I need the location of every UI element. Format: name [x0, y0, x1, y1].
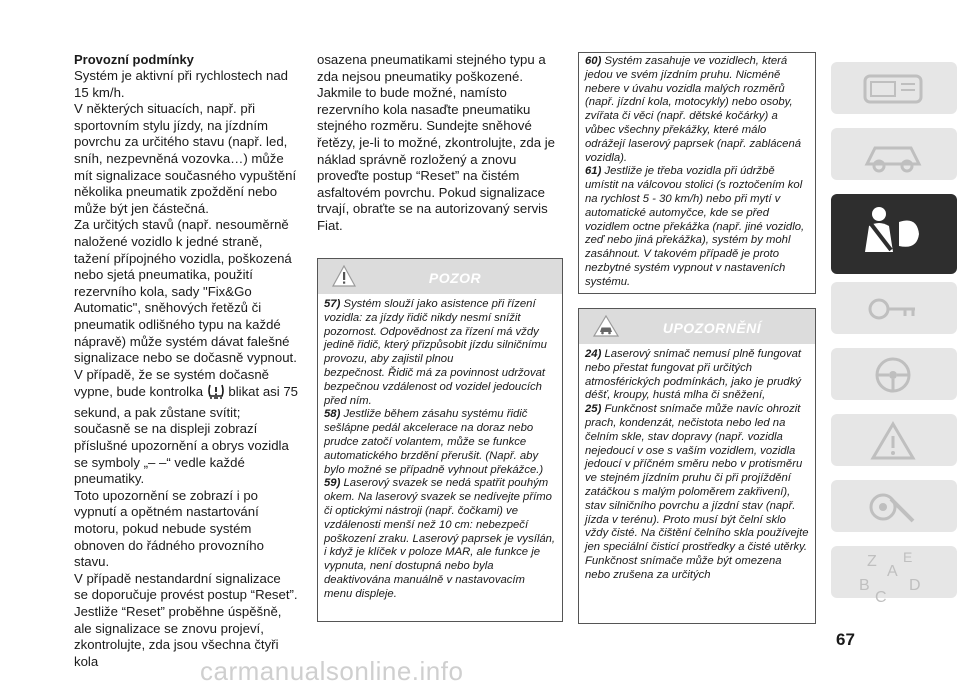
chapter-tab-starting[interactable]: [831, 282, 957, 334]
note-59: [324, 477, 556, 601]
chapter-tab-sidebar: [825, 56, 960, 616]
note-text: Laserový snímač nemusí plně fungovat nebo přestat fungovat při určitých atmosférických podmínkách, jako je prudký déšť, kroupy, hustá mlha či sněžení,: [585, 348, 802, 402]
note-number: 24): [585, 348, 602, 360]
note-number: 60): [585, 55, 602, 67]
page-number: 67: [836, 630, 855, 649]
chapter-tab-emergency[interactable]: [831, 414, 957, 466]
caution-header: [579, 309, 815, 344]
index-letter: C: [875, 589, 887, 606]
tire-pressure-warning-icon: [207, 383, 225, 405]
column-2-text: [317, 52, 563, 235]
index-letter: Z: [867, 553, 877, 570]
index-letter: D: [909, 577, 921, 594]
note-text: Systém slouží jako asistence při řízení vozidla: za jízdy řidič nikdy nesmí snížit pozornost. Odpovědnost za řízení má vždy jedině řidič, který přizpůsobit jízdu silničnímu provozu, aby zajistil plnou: [324, 298, 547, 366]
paragraph-part: blikat asi 75 sekund, a pak zůstane svítit; současně se na displeji zobrazí příslušné upozornění a obrys vozidla se symboly „– –“ vedle každé pneumatiky.: [74, 384, 299, 487]
paragraph: Toto upozornění se zobrazí i po vypnutí a opětném nastartování motoru, pokud nebude systém obnoven do řádného provozního stavu.: [74, 487, 264, 570]
chapter-tab-index[interactable]: [831, 546, 957, 606]
caution-title: UPOZORNĚNÍ: [662, 320, 762, 336]
warning-triangle-icon: [853, 420, 933, 462]
column-1-text: [74, 68, 298, 670]
note-text: Laserový svazek se nedá spatřit pouhým okem. Na laserový svazek se nedívejte přímo či optickými nástroji (např. čočkami) ve vzdálenosti menší než 10 cm: nebezpečí poškození zraku. Laserový paprsek je vysílán, i když je klíček v poloze MAR, ale funkce je vypnuta, není dostupná nebo byla deaktivována manuálně v nastavovacím menu displeje.: [324, 477, 556, 600]
note-57: [324, 298, 556, 367]
warning-body: [579, 53, 815, 294]
note-number: 58): [324, 408, 341, 421]
steering-wheel-icon: [853, 354, 933, 396]
note-24: [585, 348, 809, 403]
note-61: [585, 165, 809, 289]
note-60: [585, 55, 809, 165]
warning-body: [318, 294, 562, 606]
chapter-tab-driving[interactable]: [831, 348, 957, 400]
wrench-car-icon: [853, 486, 933, 528]
key-icon: [853, 288, 933, 330]
alphabet-index-icon: [853, 546, 933, 606]
note-57-cont: bezpečnost. Řidič má za povinnost udržovat bezpečnou vzdálenost od vozidel jedoucích před ním.: [324, 366, 546, 407]
paragraph: Za určitých stavů (např. nesouměrně naložené vozidlo k jedné straně, tažení přípojného vozidla, poškozená nebo sjetá pneumatika, použití rezervního kola, sady "Fix&Go Automatic", sněhových řetězů či pneumatik odlišného typu na každé nápravě) může systém dávat falešné signalizace nebo se dočasně vypnout.: [74, 217, 297, 366]
chapter-tab-safety[interactable]: [831, 194, 957, 274]
paragraph: [74, 367, 298, 488]
warning-continued-box: [578, 52, 816, 294]
paragraph-part: V případě, že se systém dočasně vypne, bude kontrolka: [74, 366, 269, 400]
warning-title: POZOR: [428, 270, 482, 286]
car-front-icon: [853, 68, 933, 110]
note-text: Funkčnost snímače může navíc ohrozit prach, kondenzát, nečistota nebo led na čelním skle, stav dopravy (např. vozidla nejedoucí v ose s vaším vozidlem, vozidla jedoucí v příčném směru nebo v protisměru ve stejném jízdním pruhu či při projíždění zatáčkou s malým poloměrem zakřivení), stav silničního povrchu a jízdní stav (např. jízda v terénu). Proto musí být čelní sklo vždy čisté. Na čištění čelního skla používejte jen speciální čisticí prostředky a čisté utěrky. Funkčnost snímače může být omezena nebo zrušena za určitých: [585, 403, 809, 581]
note-text: Systém zasahuje ve vozidlech, která jedou ve svém jízdním pruhu. Nicméně nebere v úvahu vozidla malých rozměrů (např. jízdní kola, motocykly) nebo osoby, zvířata či věci (např. dětské kočárky) a vůbec všechny překážky, které málo odrážejí laserový paprsek (např. zablácená vozidla).: [585, 55, 802, 164]
note-text: Jestliže během zásahu systému řidič sešlápne pedál akcelerace na doraz nebo prudce zatočí volantem, může se funkce automatického brzdění přerušit. (Např. aby bylo možné se případně vyhnout překážce.): [324, 408, 544, 476]
paragraph: Systém je aktivní při rychlostech nad 15 km/h.: [74, 68, 289, 100]
note-text: Jestliže je třeba vozidla při údržbě umístit na válcovou stolici (s roztočením kol na rychlost 5 - 30 km/h) nebo při mytí v automatické automyčce, kde se před vozidlem octne překážka (např. jiné vozidlo, zeď nebo jiná překážka), systém by mohl zasáhnout. V takovém případě je proto nezbytné systém vypnout v nastaveních systému.: [585, 165, 805, 288]
index-letter: E: [903, 549, 913, 565]
warning-header: [318, 259, 562, 294]
paragraph: V některých situacích, např. při sportovním stylu jízdy, na jízdním povrchu za určitého stavu (např. led, sníh, nezpevněná vozovka…) může mít signalizace současného vypuštění několika pneumatik zpoždění nebo může být jen částečná.: [74, 101, 297, 216]
note-58: [324, 408, 556, 477]
note-number: 59): [324, 477, 341, 490]
chapter-tab-maintenance[interactable]: [831, 480, 957, 532]
paragraph: V případě nestandardní signalizace se doporučuje provést postup “Reset”. Jestliže “Reset” proběhne úspěšně, ale signalizace se znovu projeví, zkontrolujte, zda jsou všechna čtyři kola: [74, 570, 298, 669]
caution-body: [579, 344, 815, 587]
index-letter: A: [887, 563, 898, 580]
note-number: 25): [585, 403, 602, 416]
paragraph: osazena pneumatikami stejného typu a zda nejsou pneumatiky poškozené. Jakmile to bude možné, namísto rezervního kola nasaďte pneumatiku stejného rozměru. Sundejte sněhové řetězy, je-li to možné, zkontrolujte, zda je náklad správně rozložený a znovu proveďte postup “Reset” na čistém asfaltovém povrchu. Pokud signalizace trvají, obraťte se na autorizovaný servis Fiat.: [317, 52, 555, 233]
note-number: 57): [324, 298, 341, 310]
watermark-text: carmanualsonline.info: [200, 656, 464, 686]
seatbelt-airbag-icon: [853, 200, 933, 266]
column-1: [74, 52, 298, 670]
note-25: [585, 403, 809, 582]
upozorneni-caution-box: [578, 308, 816, 624]
chapter-tab-dashboard[interactable]: [831, 62, 957, 114]
section-heading: Provozní podmínky: [74, 52, 194, 67]
pozor-warning-box: [317, 258, 563, 622]
chapter-tab-getting-to-know[interactable]: [831, 128, 957, 180]
car-controls-icon: [853, 134, 933, 176]
column-2: [317, 52, 563, 235]
index-letter: B: [859, 577, 870, 594]
note-number: 61): [585, 165, 602, 178]
